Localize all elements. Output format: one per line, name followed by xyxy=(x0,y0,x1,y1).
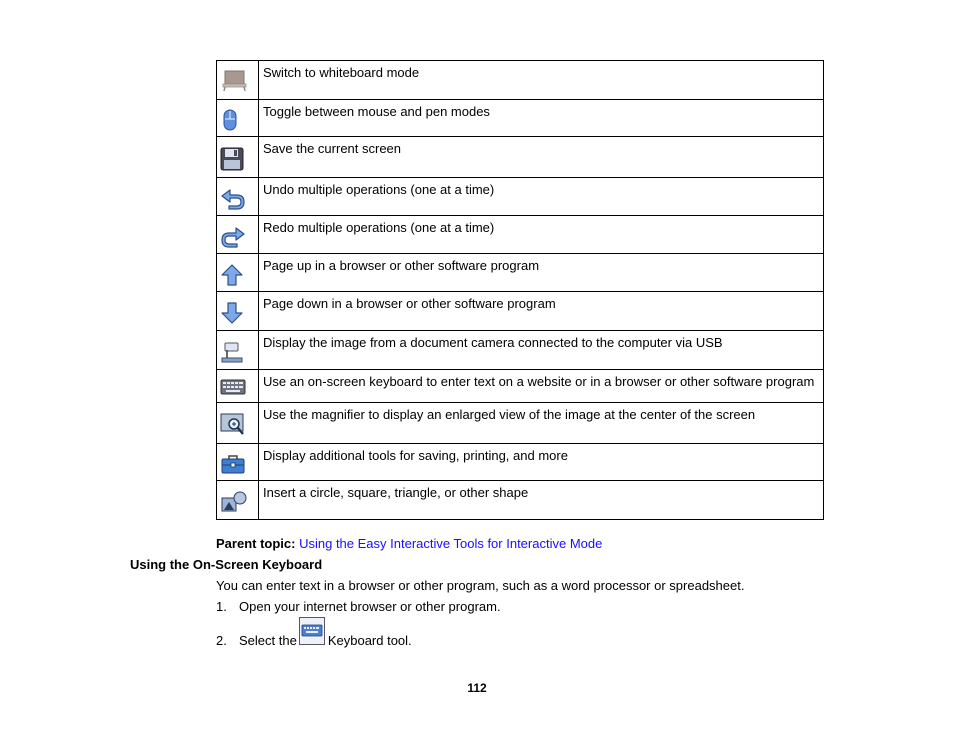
table-row xyxy=(217,137,824,178)
page-down-icon xyxy=(217,292,258,325)
toolbox-icon xyxy=(217,444,258,476)
tool-description: Toggle between mouse and pen modes xyxy=(259,100,824,137)
step-1 xyxy=(216,599,501,614)
step-text: Keyboard tool. xyxy=(327,633,412,648)
magnifier-icon xyxy=(217,403,258,438)
undo-icon xyxy=(217,178,258,211)
redo-icon xyxy=(217,216,258,249)
step-number: 2. xyxy=(216,633,227,648)
table-row xyxy=(217,370,824,403)
table-row xyxy=(217,178,824,216)
tool-description: Save the current screen xyxy=(259,137,824,178)
tool-description: Redo multiple operations (one at a time) xyxy=(259,216,824,254)
tool-description: Display additional tools for saving, printing, and more xyxy=(259,444,824,481)
step-2 xyxy=(216,617,412,648)
whiteboard-icon xyxy=(217,61,258,92)
table-row xyxy=(217,444,824,481)
table-row xyxy=(217,254,824,292)
table-row xyxy=(217,61,824,100)
parent-topic-link[interactable]: Using the Easy Interactive Tools for Interactive Mode xyxy=(299,536,603,551)
step-number: 1. xyxy=(216,599,227,614)
tool-description: Page up in a browser or other software program xyxy=(259,254,824,292)
page-number: 112 xyxy=(467,681,487,695)
table-row xyxy=(217,403,824,444)
step-text: Open your internet browser or other program. xyxy=(239,599,501,614)
shape-icon xyxy=(217,481,258,514)
section-heading: Using the On-Screen Keyboard xyxy=(130,557,323,572)
table-row xyxy=(217,331,824,370)
step-text: Select the xyxy=(239,633,297,648)
tool-description: Undo multiple operations (one at a time) xyxy=(259,178,824,216)
keyboard-icon xyxy=(299,617,325,648)
save-icon xyxy=(217,137,258,171)
table-row xyxy=(217,100,824,137)
parent-topic-label: Parent topic: xyxy=(216,536,296,551)
tool-description: Switch to whiteboard mode xyxy=(259,61,824,100)
table-row xyxy=(217,292,824,331)
tool-description: Use an on-screen keyboard to enter text on a website or in a browser or other software program xyxy=(259,370,824,403)
table-row xyxy=(217,481,824,520)
section-intro: You can enter text in a browser or other program, such as a word processor or spreadsheet. xyxy=(216,578,745,593)
table-row xyxy=(217,216,824,254)
tools-table xyxy=(216,60,824,520)
page-up-icon xyxy=(217,254,258,287)
tool-description: Display the image from a document camera connected to the computer via USB xyxy=(259,331,824,370)
mouse-icon xyxy=(217,100,258,132)
keyboard-icon xyxy=(217,370,258,397)
document-camera-icon xyxy=(217,331,258,364)
parent-topic xyxy=(216,536,602,551)
tool-description: Insert a circle, square, triangle, or other shape xyxy=(259,481,824,520)
tool-description: Use the magnifier to display an enlarged view of the image at the center of the screen xyxy=(259,403,824,444)
tool-description: Page down in a browser or other software program xyxy=(259,292,824,331)
